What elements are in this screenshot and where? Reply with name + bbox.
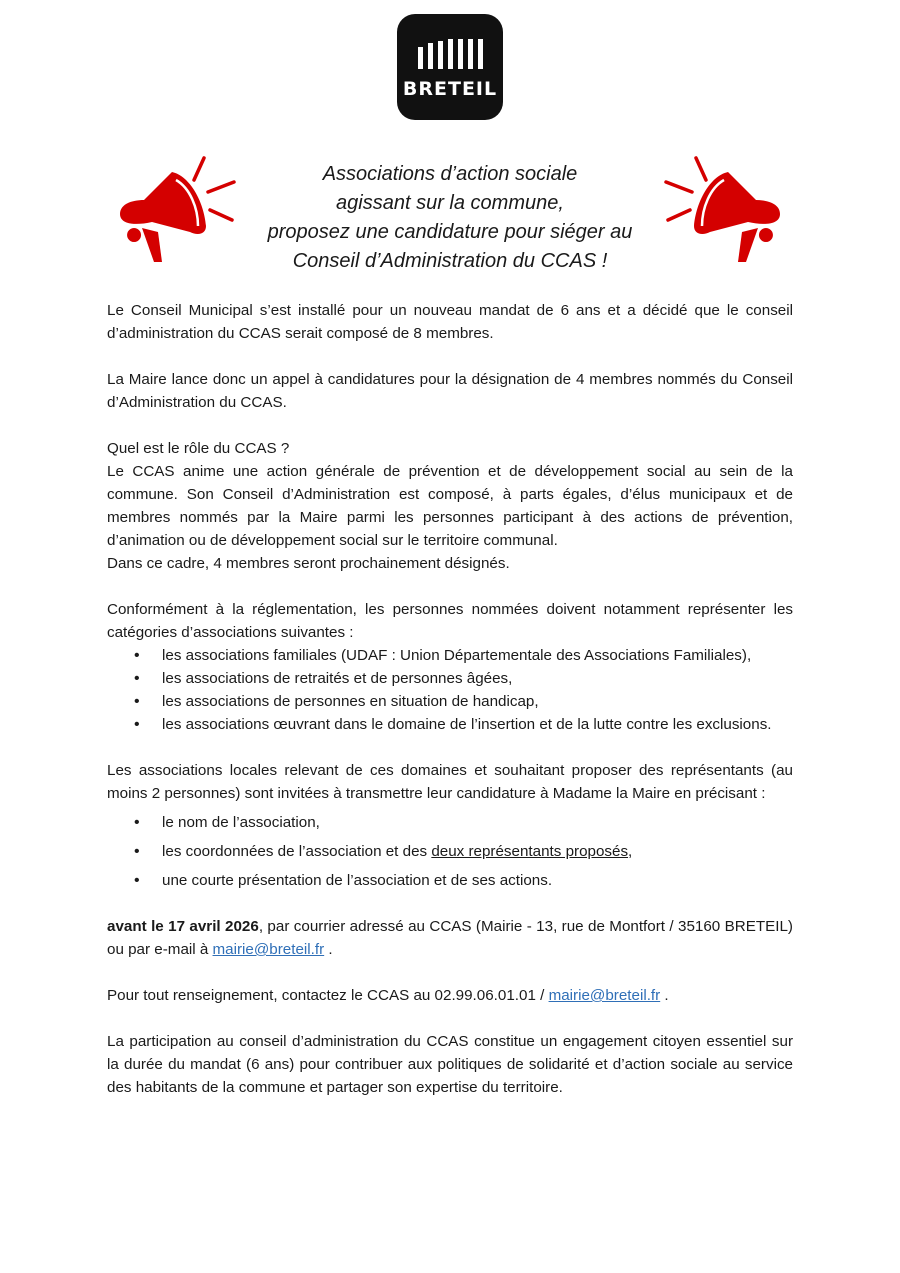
- logo-bars-icon: [397, 14, 503, 120]
- list-item: • une courte présentation de l’association et de ses actions.: [107, 869, 793, 892]
- candidature-list: [107, 811, 793, 892]
- item2-post: ,: [628, 843, 633, 860]
- item2-pre: les coordonnées de l’association et des: [162, 843, 432, 860]
- list-item: • les associations de retraités et de personnes âgées,: [107, 667, 793, 690]
- role-text: Le CCAS anime une action générale de prévention et de développement social au sein de la commune. Son Conseil d’Administration est composé, à parts égales, d’élus municipaux et de membres nommés par la Maire parmi les personnes participant à des actions de prévention, d’animation ou de développement social sur le territoire communal.: [107, 463, 793, 549]
- list-item: • le nom de l’association,: [107, 811, 793, 834]
- list-item: • les associations de personnes en situation de handicap,: [107, 690, 793, 713]
- call-post: .: [282, 394, 287, 411]
- title-line-3: proposez une candidature pour siéger au: [267, 221, 633, 243]
- list-item: • les associations familiales (UDAF : Union Départementale des Associations Familiales),: [107, 644, 793, 667]
- contact-paragraph: [107, 984, 793, 1007]
- call-pre: La Maire lance donc un: [107, 371, 273, 388]
- contact-end: .: [660, 987, 669, 1004]
- email-link[interactable]: mairie@breteil.fr: [212, 941, 325, 958]
- role-text-2: Dans ce cadre, 4 membres seront prochainement désignés.: [107, 555, 510, 572]
- title-line-4: Conseil d’Administration du CCAS !: [292, 250, 608, 272]
- categories-intro: Conformément à la réglementation, les personnes nommées doivent notamment représenter les catégories d’associations suivantes :: [107, 601, 793, 641]
- deadline-date: avant le 17 avril 2026: [107, 918, 259, 935]
- title-line-1: Associations d’action sociale: [322, 163, 578, 185]
- deadline-end: .: [324, 941, 333, 958]
- title-line-2: agissant sur la commune,: [336, 192, 564, 214]
- role-heading: Quel est le rôle du CCAS ?: [107, 440, 290, 457]
- call-paragraph: [107, 368, 793, 414]
- document-body: [107, 299, 793, 1099]
- page-title: [220, 160, 680, 276]
- call-highlight: appel à candidatures pour la désignation de 4 membres nommés du Conseil d’Administration du CCAS: [107, 371, 793, 411]
- contact-text: Pour tout renseignement, contactez le CCAS au 02.99.06.01.01 /: [107, 987, 549, 1004]
- deadline-paragraph: [107, 915, 793, 961]
- list-item: [107, 840, 793, 863]
- candidature-intro: Les associations locales relevant de ces domaines et souhaitant proposer des représentants (au moins 2 personnes) sont invitées à transmettre leur candidature à Madame la Maire en précisant :: [107, 762, 793, 802]
- closing-paragraph: La participation au conseil d’administration du CCAS constitue un engagement citoyen essentiel sur la durée du mandat (6 ans) pour contribuer aux politiques de solidarité et d’action sociale au service des habitants de la commune et partager son expertise du territoire.: [107, 1033, 793, 1096]
- deadline-text: , par courrier adressé au CCAS (Mairie - 13, rue de Montfort / 35160 BRETEIL) ou par e-mail à: [107, 918, 793, 958]
- logo-text: BRETEIL: [402, 78, 498, 100]
- item2-underline: deux représentants proposés: [431, 843, 629, 860]
- intro-paragraph: Le Conseil Municipal s’est installé pour un nouveau mandat de 6 ans et a décidé que le conseil d’administration du CCAS serait composé de 8 membres.: [107, 302, 793, 342]
- breteil-logo: [397, 14, 503, 120]
- list-item: • les associations œuvrant dans le domaine de l’insertion et de la lutte contre les exclusions.: [107, 713, 793, 736]
- contact-email-link[interactable]: mairie@breteil.fr: [548, 987, 661, 1004]
- categories-list: [107, 644, 793, 736]
